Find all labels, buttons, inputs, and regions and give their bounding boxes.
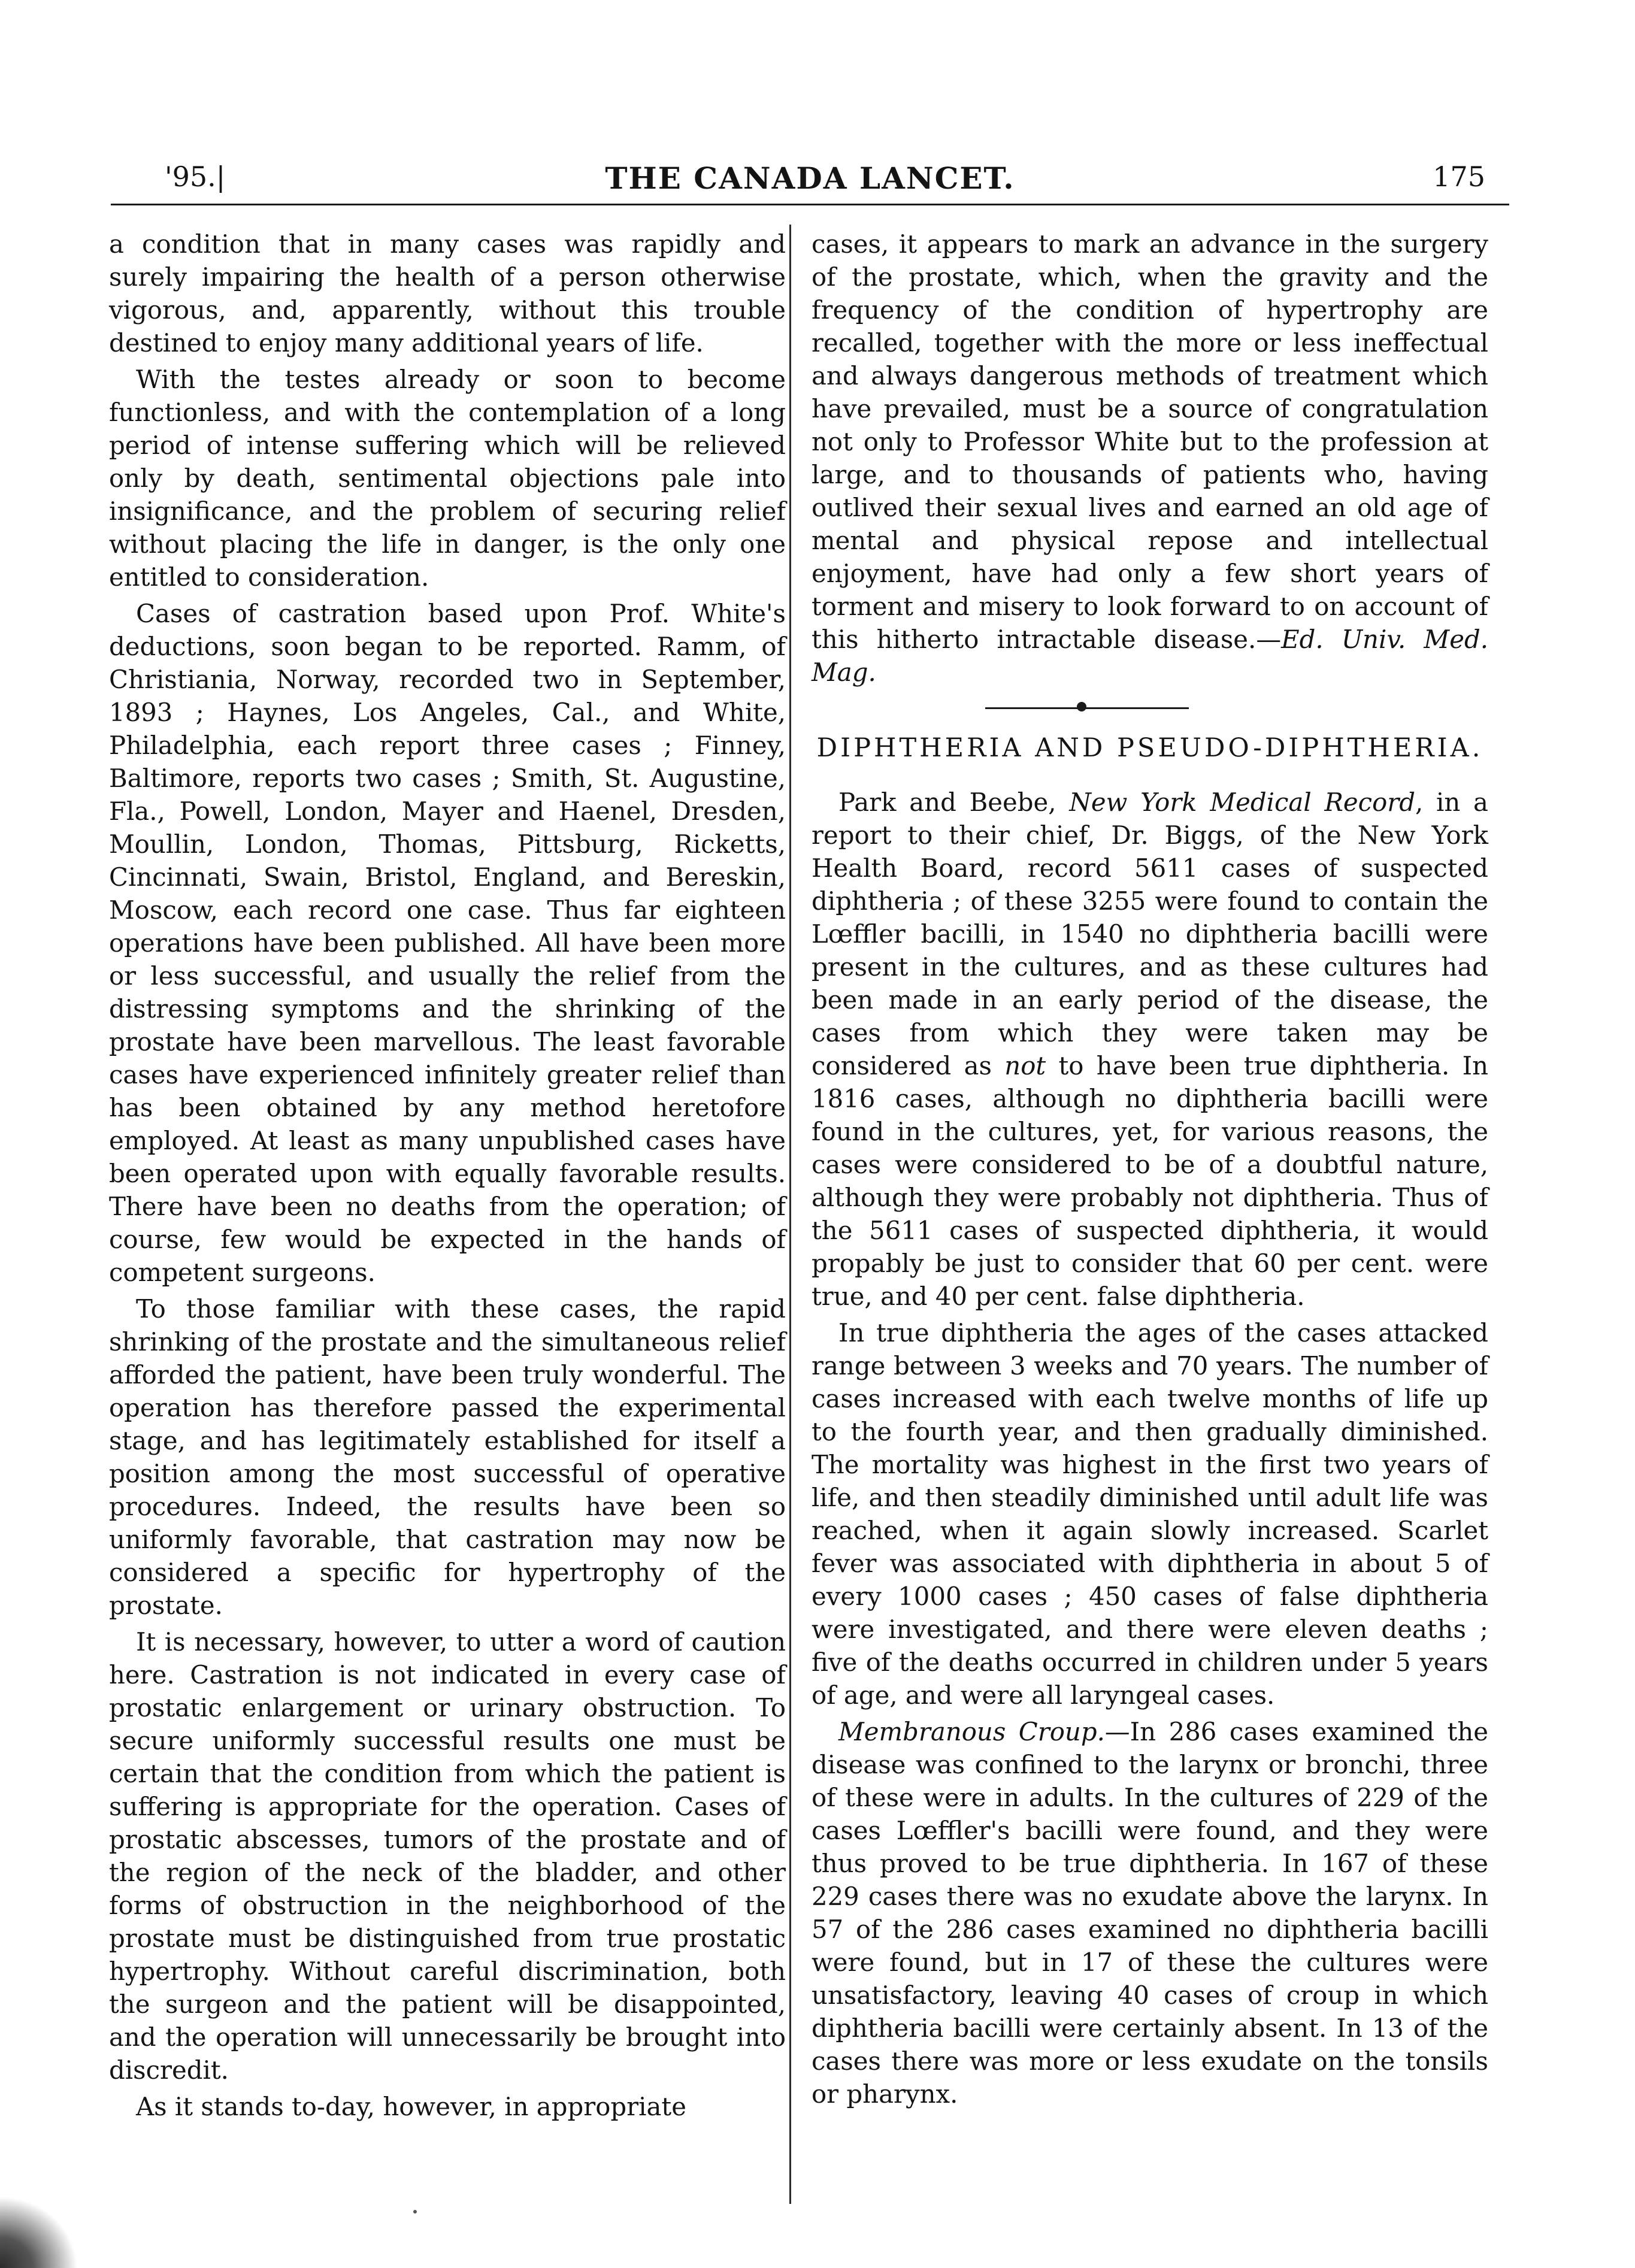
paragraph-as-it-stands: As it stands to-day, however, in appropriate [136,2092,686,2121]
paragraph-prostate-conclusion [812,228,1488,689]
source-citation: Ed. Univ. Med. Mag. [812,625,1488,687]
conclusion-text: cases, it appears to mark an advance in the surgery of the prostate, which, when the gravity and the frequency of the condition of hypertrophy are recalled, together with the more or less ineffectual and always dangerous methods of treatment which have prevailed, must be a source of congratulation not only to Professor White but to the profession at large, and to thousands of patients who, having outlived their sexual lives and earned an old age of mental and physical repose and intellectual enjoyment, have had only a few short years of torment and misery to look forward to on account of this hitherto intractable disease.— [812,229,1488,654]
ornament-rule [985,707,1189,709]
journal-title: THE CANADA LANCET. [605,161,1015,196]
text-run: to have been true diphtheria. In 1816 cases, although no diphtheria bacilli were found in the cultures, yet, for various reasons, the cases were considered to be of a doubtful nature, although they were probably not diphtheria. Thus of the 5611 cases of suspected diphtheria, it would propably be just to consider that 60 per cent. were true, and 40 per cent. false diphtheria. [812,1051,1489,1311]
header-rule [111,204,1509,205]
paragraph-true-diphtheria: In true diphtheria the ages of the cases attacked range between 3 weeks and 70 years. The number of cases increased with each twelve months of life up to the fourth year, and then gradually diminished. The mortality was highest in the first two years of life, and then steadily diminished until adult life was reached, when it again slowly increased. Scarlet fever was associated with diphtheria in about 5 of every 1000 cases ; 450 cases of false diphtheria were investigated, and there were eleven deaths ; five of the deaths occurred in children under 5 years of age, and were all laryngeal cases. [812,1318,1488,1710]
paragraph-continuation: a condition that in many cases was rapidly and surely impairing the health of a person otherwise vigorous, and, apparently, without this trouble destined to enjoy many additional years of life. [109,229,786,358]
paragraph-operation-results: To those familiar with these cases, the rapid shrinking of the prostate and the simultaneous relief afforded the patient, have been truly wonderful. The operation has therefore passed the experimental stage, and has legitimately established for itself a position among the most successful of operative procedures. Indeed, the results have been so uniformly favorable, that castration may now be considered a specific for hypertrophy of the prostate. [109,1294,786,1620]
croup-lead: Membranous Croup. [838,1717,1105,1746]
scan-speck [413,2210,417,2214]
paragraph-castration-cases: Cases of castration based upon Prof. White's deductions, soon began to be reported. Ramm, of Christiania, Norway, recorded two in September, 1893 ; Haynes, Los Angeles, Cal., and White, Philadelphia, each report three cases ; Finney, Baltimore, reports two cases ; Smith, St. Augustine, Fla., Powell, London, Mayer and Haenel, Dresden, Moullin, London, Thomas, Pittsburg, Ricketts, Cincinnati, Swain, Bristol, England, and Bereskin, Moscow, each record one case. Thus far eighteen operations have been published. All have been more or less successful, and usually the relief from the distressing symptoms and the shrinking of the prostate have been marvellous. The least favorable cases have experienced infinitely greater relief than has been obtained by any method heretofore employed. At least as many unpublished cases have been operated upon with equally favorable results. There have been no deaths from the operation; of course, few would be expected in the hands of competent surgeons. [109,599,786,1287]
emphasis-not: not [1004,1051,1046,1080]
column-divider [789,225,791,2204]
croup-text: —In 286 cases examined the disease was confined to the larynx or bronchi, three of these were in adults. In the cultures of 229 of the cases Lœffler's bacilli were found, and they were thus proved to be true diphtheria. In 167 of these 229 cases there was no exudate above the larynx. In 57 of the 286 cases examined no diphtheria bacilli were found, but in 17 of these the cultures were unsatisfactory, leaving 40 cases of croup in which diphtheria bacilli were certainly absent. In 13 of the cases there was more or less exudate on the tonsils or pharynx. [812,1717,1488,2109]
paragraph-membranous-croup [812,1715,1488,2110]
text-run: Park and Beebe, [838,788,1070,817]
left-column [109,228,786,2127]
paragraph-caution: It is necessary, however, to utter a word of caution here. Castration is not indicated in every case of prostatic enlargement or urinary obstruction. To secure uniformly successful results one must be certain that the condition from which the patient is suffering is appropriate for the operation. Cases of prostatic abscesses, tumors of the prostate and of the region of the neck of the bladder, and other forms of obstruction in the neighborhood of the prostate must be distinguished from true prostatic hypertrophy. Without careful discrimination, both the surgeon and the patient will be disappointed, and the operation will unnecessarily be brought into discredit. [109,1627,786,2085]
running-header [111,161,1509,204]
section-ornament [812,702,1488,714]
ornament-dot [1077,702,1086,711]
paragraph-park-beebe [812,786,1488,1313]
section-title: DIPHTHERIA AND PSEUDO-DIPHTHERIA. [816,733,1483,763]
page-number: 175 [1433,161,1485,193]
journal-name: New York Medical Record [1069,788,1415,817]
right-column [812,228,1488,2114]
paragraph-testes: With the testes already or soon to become functionless, and with the contemplation of a long period of intense suffering which will be relieved only by death, sentimental objections pale into insignificance, and the problem of securing relief without placing the life in danger, is the only one entitled to consideration. [109,365,786,592]
scan-artifact [0,2196,78,2268]
header-year: '95.| [165,161,226,193]
text-run: , in a report to their chief, Dr. Biggs, of the New York Health Board, record 5611 cases of suspected diphtheria ; of these 3255 were found to contain the Lœffler bacilli, in 1540 no diphtheria bacilli were present in the cultures, and as these cultures had been made in an early period of the disease, the cases from which they were taken may be considered as [812,788,1488,1080]
